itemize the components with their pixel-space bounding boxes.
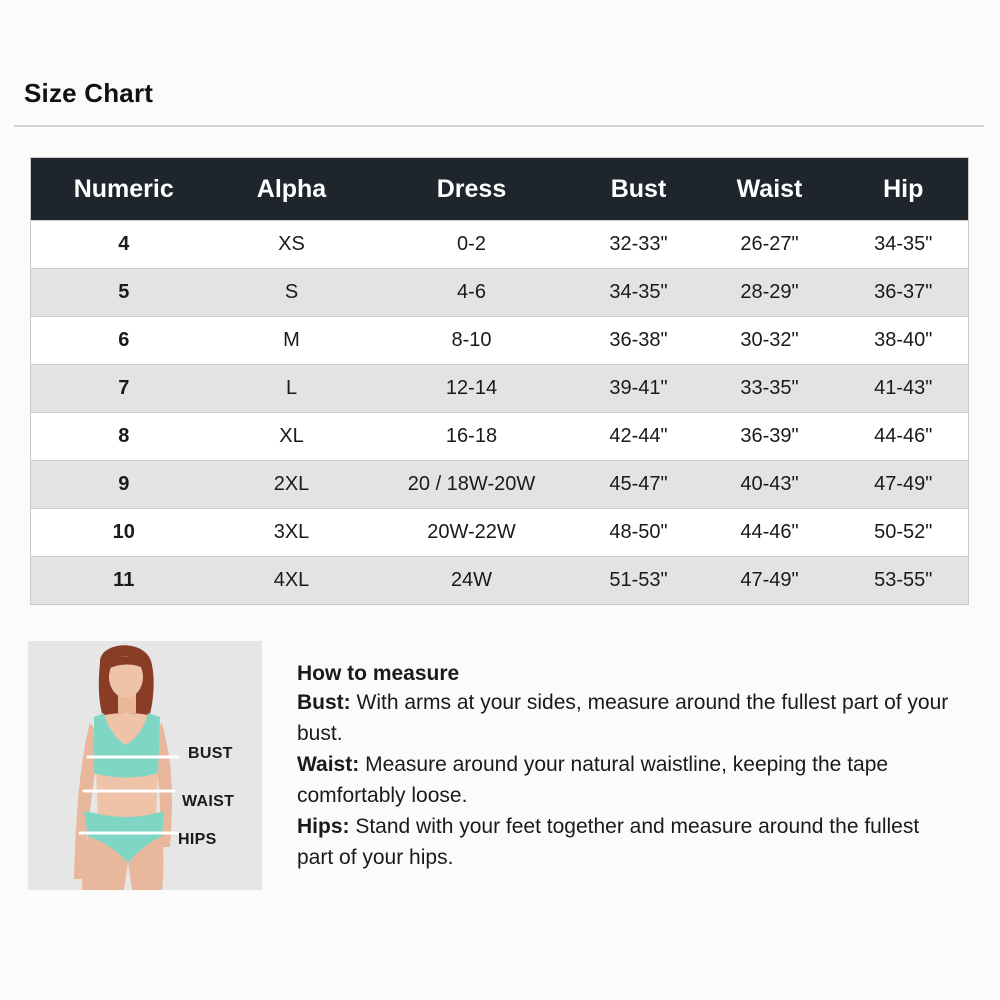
measure-term: Bust:: [297, 691, 351, 714]
column-header-numeric: Numeric: [31, 158, 217, 221]
cell-hip: 38-40": [839, 317, 969, 365]
table-row: [31, 365, 969, 413]
cell-numeric: 10: [31, 509, 217, 557]
hips-label: HIPS: [178, 831, 217, 848]
table-row: [31, 269, 969, 317]
cell-alpha: 3XL: [217, 509, 367, 557]
cell-dress: 12-14: [367, 365, 577, 413]
measure-text: With arms at your sides, measure around the fullest part of your bust.: [297, 691, 949, 745]
cell-dress: 0-2: [367, 221, 577, 269]
cell-waist: 28-29": [701, 269, 839, 317]
cell-dress: 20W-22W: [367, 509, 577, 557]
measure-item-bust: [297, 687, 957, 749]
cell-waist: 47-49": [701, 557, 839, 605]
cell-waist: 44-46": [701, 509, 839, 557]
cell-waist: 26-27": [701, 221, 839, 269]
cell-alpha: 2XL: [217, 461, 367, 509]
table-row: [31, 221, 969, 269]
cell-hip: 44-46": [839, 413, 969, 461]
cell-hip: 47-49": [839, 461, 969, 509]
how-to-measure: [297, 660, 957, 873]
cell-bust: 42-44": [577, 413, 701, 461]
cell-waist: 33-35": [701, 365, 839, 413]
cell-numeric: 6: [31, 317, 217, 365]
table-row: [31, 413, 969, 461]
cell-dress: 4-6: [367, 269, 577, 317]
cell-numeric: 7: [31, 365, 217, 413]
cell-numeric: 8: [31, 413, 217, 461]
cell-hip: 50-52": [839, 509, 969, 557]
cell-bust: 51-53": [577, 557, 701, 605]
cell-alpha: XL: [217, 413, 367, 461]
cell-hip: 34-35": [839, 221, 969, 269]
title-divider: [14, 125, 984, 127]
cell-bust: 48-50": [577, 509, 701, 557]
cell-hip: 36-37": [839, 269, 969, 317]
waist-label: WAIST: [182, 793, 235, 810]
measurement-figure: [28, 641, 262, 890]
cell-dress: 8-10: [367, 317, 577, 365]
page-title: Size Chart: [24, 78, 154, 108]
column-header-dress: Dress: [367, 158, 577, 221]
measure-text: Stand with your feet together and measure around the fullest part of your hips.: [297, 815, 920, 869]
measure-item-waist: [297, 749, 957, 811]
cell-numeric: 4: [31, 221, 217, 269]
model-illustration: [28, 641, 262, 890]
cell-hip: 41-43": [839, 365, 969, 413]
cell-bust: 36-38": [577, 317, 701, 365]
table-row: [31, 317, 969, 365]
column-header-bust: Bust: [577, 158, 701, 221]
cell-bust: 32-33": [577, 221, 701, 269]
cell-dress: 20 / 18W-20W: [367, 461, 577, 509]
table-header-row: [31, 158, 969, 221]
column-header-alpha: Alpha: [217, 158, 367, 221]
cell-dress: 24W: [367, 557, 577, 605]
measure-term: Waist:: [297, 753, 360, 776]
table-row: [31, 461, 969, 509]
bust-label: BUST: [188, 745, 233, 762]
cell-waist: 30-32": [701, 317, 839, 365]
column-header-waist: Waist: [701, 158, 839, 221]
cell-numeric: 5: [31, 269, 217, 317]
measure-term: Hips:: [297, 815, 350, 838]
cell-alpha: S: [217, 269, 367, 317]
cell-waist: 40-43": [701, 461, 839, 509]
cell-bust: 45-47": [577, 461, 701, 509]
cell-bust: 34-35": [577, 269, 701, 317]
cell-hip: 53-55": [839, 557, 969, 605]
cell-alpha: XS: [217, 221, 367, 269]
measure-item-hips: [297, 811, 957, 873]
cell-dress: 16-18: [367, 413, 577, 461]
measure-heading: How to measure: [297, 662, 460, 685]
cell-bust: 39-41": [577, 365, 701, 413]
cell-numeric: 9: [31, 461, 217, 509]
column-header-hip: Hip: [839, 158, 969, 221]
measure-text: Measure around your natural waistline, keeping the tape comfortably loose.: [297, 753, 889, 807]
cell-alpha: 4XL: [217, 557, 367, 605]
size-table: [30, 157, 969, 605]
cell-alpha: L: [217, 365, 367, 413]
table-row: [31, 509, 969, 557]
cell-numeric: 11: [31, 557, 217, 605]
table-row: [31, 557, 969, 605]
cell-alpha: M: [217, 317, 367, 365]
cell-waist: 36-39": [701, 413, 839, 461]
